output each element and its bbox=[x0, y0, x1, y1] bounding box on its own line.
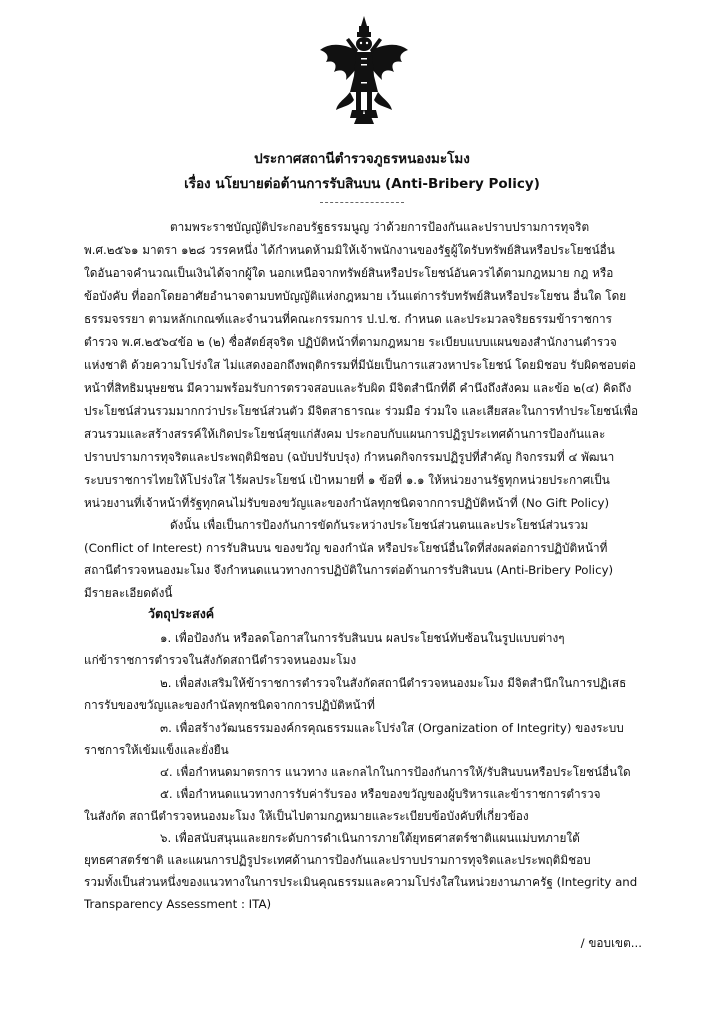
paragraph-2-line: ดังนั้น เพื่อเป็นการป้องกันการขัดกันระหว่างประโยชน์ส่วนตนและประโยชน์ส่วนรวม bbox=[170, 518, 589, 532]
objective-item: ๔. เพื่อกำหนดมาตรการ แนวทาง และกลไกในการป้องกันการให้/รับสินบนหรือประโยชน์อื่นใด bbox=[160, 765, 631, 779]
paragraph-2-line: มีรายละเอียดดังนี้ bbox=[84, 586, 173, 600]
objective-item-continuation: Transparency Assessment : ITA) bbox=[84, 897, 272, 911]
objective-item-continuation: การรับของขวัญและของกำนัลทุกชนิดจากการปฏิบัติหน้าที่ bbox=[84, 698, 375, 712]
paragraph-1-line: ตามพระราชบัญญัติประกอบรัฐธรรมนูญ ว่าด้วยการป้องกันและปราบปรามการทุจริต bbox=[170, 220, 590, 234]
title-divider bbox=[320, 202, 404, 203]
document-subject: เรื่อง นโยบายต่อต้านการรับสินบน (Anti-Bribery Policy) bbox=[184, 176, 540, 192]
objective-item-continuation: ราชการให้เข้มแข็งและยั่งยืน bbox=[84, 743, 229, 757]
paragraph-1-line: ระบบราชการไทยให้โปร่งใส ไร้ผลประโยชน์ เป้าหมายที่ ๑ ข้อที่ ๑.๑ ให้หน่วยงานรัฐทุกหน่วยประกาศเป็น bbox=[84, 473, 610, 487]
paragraph-1-line: ข้อบังคับ ที่ออกโดยอาศัยอำนาจตามบทบัญญัติแห่งกฎหมาย เว้นแต่การรับทรัพย์สินหรือประโยชน อื่นใด โดย bbox=[84, 289, 627, 303]
paragraph-1-line: ปราบปรามการทุจริตและประพฤติมิชอบ (ฉบับปรับปรุง) กำหนดกิจกรรมปฏิรูปที่สำคัญ กิจกรรมที่ ๔ พัฒนา bbox=[84, 450, 615, 464]
objectives-heading: วัตถุประสงค์ bbox=[148, 606, 215, 621]
page-continuation-marker: / ขอบเขต... bbox=[580, 936, 642, 950]
paragraph-1-line: หน่วยงานที่เจ้าหน้าที่รัฐทุกคนไม่รับของขวัญและของกำนัลทุกชนิดจากการปฏิบัติหน้าที่ (No Gift Policy) bbox=[84, 496, 610, 510]
paragraph-1-line: แห่งชาติ ด้วยความโปร่งใส ไม่แสดงออกถึงพฤติกรรมที่มีนัยเป็นการแสวงหาประโยชน์ โดยมิชอบ รับผิดชอบต่อ bbox=[84, 358, 637, 372]
paragraph-1-line: ตำรวจ พ.ศ.๒๕๖๔ข้อ ๒ (๒) ซื่อสัตย์สุจริต ปฏิบัติหน้าที่ตามกฎหมาย ระเบียบแบบแผนของสำนักงานตำรวจ bbox=[84, 335, 617, 349]
objective-item: ๕. เพื่อกำหนดแนวทางการรับค่ารับรอง หรือของขวัญของผู้บริหารและข้าราชการตำรวจ bbox=[160, 787, 601, 801]
document-title: ประกาศสถานีตำรวจภูธรหนองมะโมง bbox=[254, 151, 470, 167]
objective-item: ๒. เพื่อส่งเสริมให้ข้าราชการตำรวจในสังกัดสถานีตำรวจหนองมะโมง มีจิตสำนึกในการปฏิเสธ bbox=[160, 676, 627, 690]
paragraph-2-line: สถานีตำรวจหนองมะโมง จึงกำหนดแนวทางการปฏิบัติในการต่อต้านการรับสินบน (Anti-Bribery Policy) bbox=[84, 563, 614, 577]
paragraph-2-line: (Conflict of Interest) การรับสินบน ของขวัญ ของกำนัล หรือประโยชน์อื่นใดที่ส่งผลต่อการปฏิบัติหน้าที่ bbox=[84, 541, 608, 555]
objective-item: ๓. เพื่อสร้างวัฒนธรรมองค์กรคุณธรรมและโปร่งใส (Organization of Integrity) ของระบบ bbox=[160, 721, 624, 735]
paragraph-1-line: พ.ศ.๒๕๖๑ มาตรา ๑๒๘ วรรคหนึ่ง ได้กำหนดห้ามมิให้เจ้าพนักงานของรัฐผู้ใดรับทรัพย์สินหรือประโยชน์อื่น bbox=[84, 243, 615, 257]
paragraph-1-line: สวนรวมและสร้างสรรค์ให้เกิดประโยชน์สุขแก่สังคม ประกอบกับแผนการปฏิรูประเทศด้านการป้องกันและ bbox=[84, 427, 606, 441]
garuda-emblem-icon bbox=[318, 14, 410, 126]
paragraph-1-line: หน้าที่สิทธิมนุษยชน มีความพร้อมรับการตรวจสอบและรับผิด มีจิตสำนึกที่ดี คำนึงถึงสังคม และข้อ ๒(๔) คิดถึง bbox=[84, 381, 632, 395]
objective-item-continuation: ยุทธศาสตร์ชาติ และแผนการปฏิรูประเทศด้านการป้องกันและปราบปรามการทุจริตและประพฤติมิชอบ bbox=[84, 853, 591, 867]
objective-item-continuation: แก่ข้าราชการตำรวจในสังกัดสถานีตำรวจหนองมะโมง bbox=[84, 653, 357, 667]
objective-item: ๖. เพื่อสนับสนุนและยกระดับการดำเนินการภายใต้ยุทธศาสตร์ชาติแผนแม่บทภายใต้ bbox=[160, 831, 580, 845]
objective-item-continuation: รวมทั้งเป็นส่วนหนึ่งของแนวทางในการประเมินคุณธรรมและความโปร่งใสในหน่วยงานภาครัฐ (Integrity and bbox=[84, 875, 638, 889]
objective-item: ๑. เพื่อป้องกัน หรือลดโอกาสในการรับสินบน ผลประโยชน์ทับซ้อนในรูปแบบต่างๆ bbox=[160, 631, 565, 645]
paragraph-1-line: ธรรมจรรยา ตามหลักเกณฑ์และจำนวนที่คณะกรรมการ ป.ป.ช. กำหนด และประมวลจริยธรรมข้าราชการ bbox=[84, 312, 613, 326]
paragraph-1-line: ประโยชน์ส่วนรวมมากกว่าประโยชน์ส่วนตัว มีจิตสาธารณะ ร่วมมือ ร่วมใจ และเสียสละในการทำประโยชน์เพื่อ bbox=[84, 404, 639, 418]
objective-item-continuation: ในสังกัด สถานีตำรวจหนองมะโมง ให้เป็นไปตามกฎหมายและระเบียบข้อบังคับที่เกี่ยวข้อง bbox=[84, 809, 529, 823]
paragraph-1-line: ใดอันอาจคำนวณเป็นเงินได้จากผู้ใด นอกเหนือจากทรัพย์สินหรือประโยชน์อันควรได้ตามกฎหมาย กฎ หรือ bbox=[84, 266, 614, 280]
